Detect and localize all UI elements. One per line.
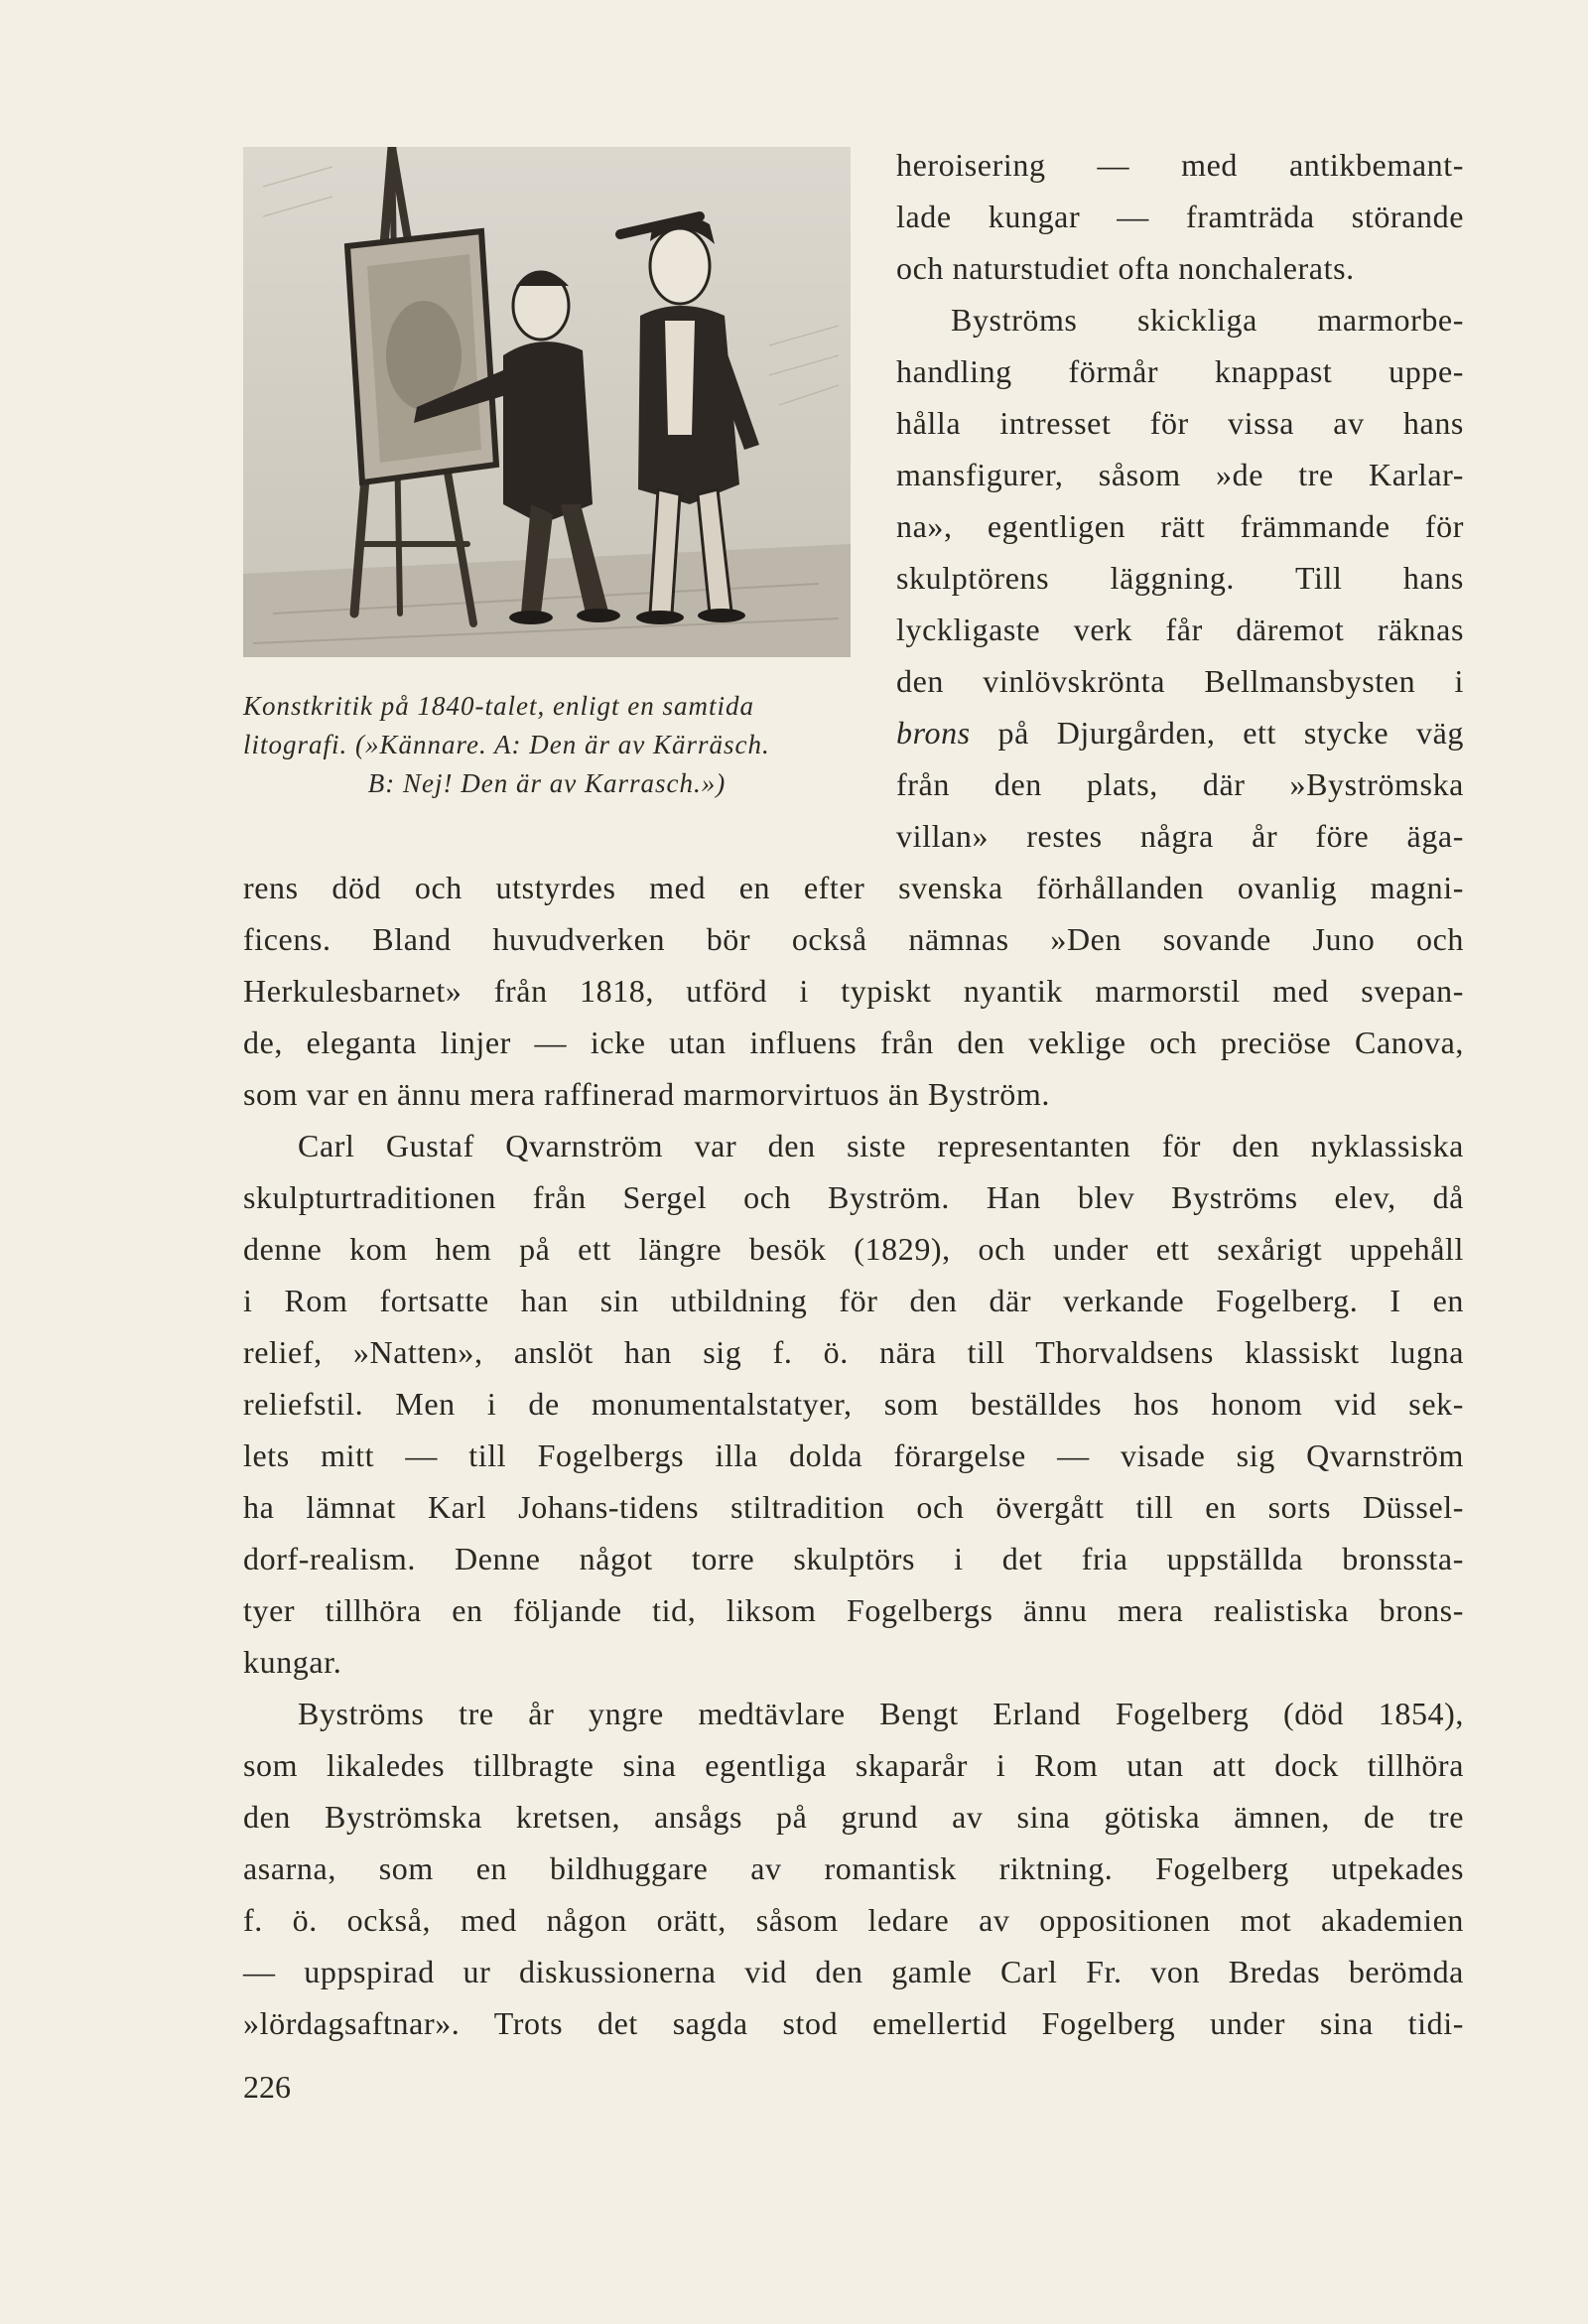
- text-line: i Rom fortsatte han sin utbildning för den där verkande Fogelberg. I en: [243, 1283, 1464, 1318]
- text-line: Byströms tre år yngre medtävlare Bengt Erland Fogelberg (död 1854),: [298, 1696, 1464, 1731]
- text-line: från den plats, där »Byströmska: [896, 766, 1464, 802]
- text-line: lyckligaste verk får däremot räknas: [896, 612, 1464, 647]
- text-line: f. ö. också, med någon orätt, såsom ledare av oppositionen mot akademien: [243, 1902, 1464, 1938]
- text-line: skulpturtraditionen från Sergel och Byström. Han blev Byströms elev, då: [243, 1179, 1464, 1215]
- text-line: [896, 707, 1464, 758]
- text-line-rest: på Djurgården, ett stycke väg: [997, 715, 1464, 751]
- text-line: lade kungar — framträda störande: [896, 199, 1464, 234]
- caption-line: Konstkritik på 1840-talet, enligt en samtida: [243, 691, 754, 721]
- text-line: Byströms skickliga marmorbe-: [951, 302, 1464, 338]
- text-line: skulptörens läggning. Till hans: [896, 560, 1464, 596]
- text-line: heroisering — med antikbemant-: [896, 147, 1464, 183]
- figure-caption: [243, 687, 851, 803]
- text-line: som var en ännu mera raffinerad marmorvirtuos än Byström.: [243, 1076, 1050, 1112]
- text-line: na», egentligen rätt främmande för: [896, 508, 1464, 544]
- text-line: hålla intresset för vissa av hans: [896, 405, 1464, 441]
- text-line: »lördagsaftnar». Trots det sagda stod emellertid Fogelberg under sina tidi-: [243, 2005, 1464, 2041]
- text-line: rens död och utstyrdes med en efter svenska förhållanden ovanlig magni-: [243, 870, 1464, 905]
- text-line: mansfigurer, såsom »de tre Karlar-: [896, 457, 1464, 492]
- text-line: dorf-realism. Denne något torre skulptörs i det fria uppställda bronssta-: [243, 1541, 1464, 1576]
- text-line: asarna, som en bildhuggare av romantisk riktning. Fogelberg utpekades: [243, 1850, 1464, 1886]
- text-line: Herkulesbarnet» från 1818, utförd i typiskt nyantik marmorstil med svepan-: [243, 973, 1464, 1009]
- lithograph-illustration-icon: [243, 147, 851, 657]
- text-line: den vinlövskrönta Bellmansbysten i: [896, 663, 1464, 699]
- text-line: — uppspirad ur diskussionerna vid den gamle Carl Fr. von Bredas berömda: [243, 1954, 1464, 1989]
- text-line: lets mitt — till Fogelbergs illa dolda förargelse — visade sig Qvarnström: [243, 1437, 1464, 1473]
- caption-line: litografi. (»Kännare. A: Den är av Kärräsch.: [243, 730, 770, 759]
- text-line: tyer tillhöra en följande tid, liksom Fogelbergs ännu mera realistiska brons-: [243, 1592, 1464, 1628]
- lithograph-illustration: [243, 147, 851, 657]
- text-line: denne kom hem på ett längre besök (1829), och under ett sexårigt uppehåll: [243, 1231, 1464, 1267]
- text-line: den Byströmska kretsen, ansågs på grund av sina götiska ämnen, de tre: [243, 1799, 1464, 1835]
- text-line: ha lämnat Karl Johans-tidens stiltradition och övergått till en sorts Düssel-: [243, 1489, 1464, 1525]
- text-line: som likaledes tillbragte sina egentliga skaparår i Rom utan att dock tillhöra: [243, 1747, 1464, 1783]
- text-line: ficens. Bland huvudverken bör också nämnas »Den sovande Juno och: [243, 921, 1464, 957]
- text-line: de, eleganta linjer — icke utan influens från den veklige och preciöse Canova,: [243, 1025, 1464, 1060]
- text-line: och naturstudiet ofta nonchalerats.: [896, 250, 1355, 286]
- text-line: villan» restes några år före äga-: [896, 818, 1464, 854]
- text-line: Carl Gustaf Qvarnström var den siste representanten för den nyklassiska: [298, 1128, 1464, 1163]
- text-line: reliefstil. Men i de monumentalstatyer, som beställdes hos honom vid sek-: [243, 1386, 1464, 1422]
- caption-line: B: Nej! Den är av Karrasch.»): [367, 768, 727, 798]
- text-line: relief, »Natten», anslöt han sig f. ö. nära till Thorvaldsens klassiskt lugna: [243, 1334, 1464, 1370]
- italic-word: brons: [896, 715, 971, 751]
- page-number: 226: [243, 2069, 291, 2105]
- text-line: handling förmår knappast uppe-: [896, 353, 1464, 389]
- text-line: kungar.: [243, 1644, 342, 1680]
